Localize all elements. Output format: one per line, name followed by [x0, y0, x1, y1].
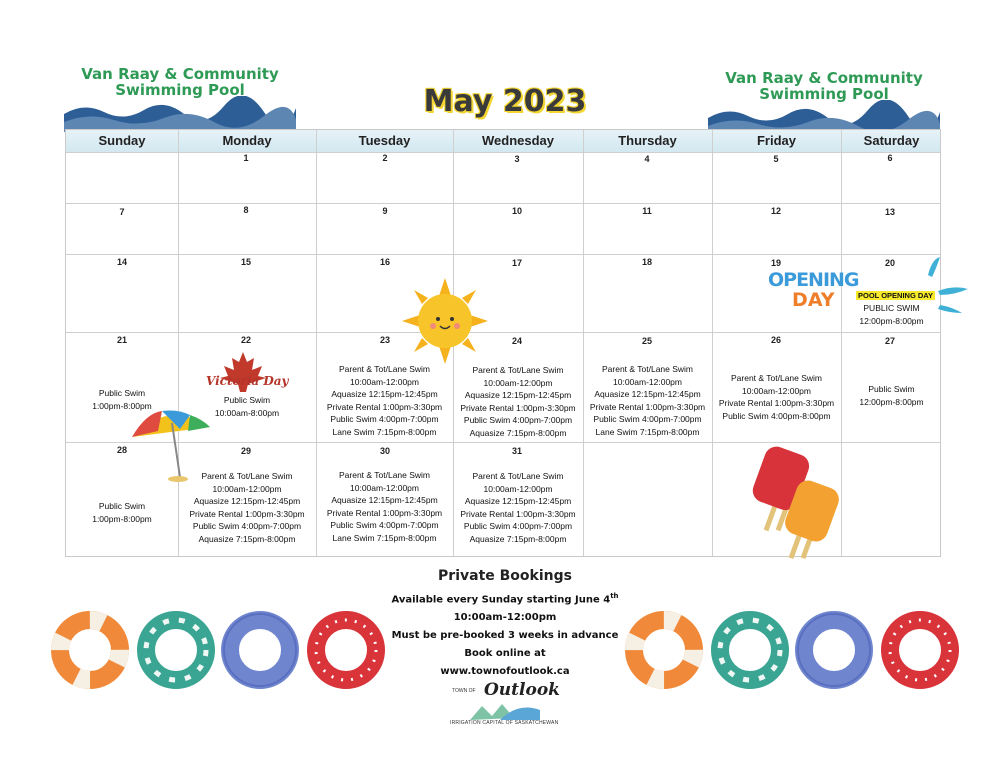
schedule-line: Lane Swim 7:15pm-8:00pm: [332, 426, 437, 437]
schedule-line: Parent & Tot/Lane Swim: [472, 471, 564, 481]
schedule-line: Public Swim 4:00pm-7:00pm: [192, 521, 302, 531]
pool-logo-name-line2: Swimming Pool: [759, 85, 889, 103]
day-number: 22: [240, 335, 251, 345]
weekday-sunday: Sunday: [98, 133, 146, 148]
swim-ring-blue-icon: [220, 610, 300, 690]
schedule-line: Parent & Tot/Lane Swim: [601, 364, 694, 374]
opening-art-line2: DAY: [792, 289, 835, 311]
schedule-line: Public Swim: [98, 501, 146, 511]
schedule-line: Parent & Tot/Lane Swim: [338, 364, 431, 374]
day-number: 26: [770, 335, 781, 345]
day-number: 10: [511, 206, 522, 216]
schedule-line: Public Swim 4:00pm-7:00pm: [463, 521, 573, 531]
schedule-line: Aquasize 12:15pm-12:45pm: [331, 495, 438, 505]
town-name: Outlook: [484, 680, 560, 700]
schedule-line: 10:00am-12:00pm: [212, 483, 282, 494]
swim-ring-blue-icon: [794, 610, 874, 690]
day-number: 23: [379, 335, 390, 345]
schedule-line: Aquasize 7:15pm-8:00pm: [198, 533, 296, 544]
schedule-line: Public Swim: [868, 384, 915, 394]
day-number: 9: [382, 206, 388, 216]
schedule-line: Aquasize 12:15pm-12:45pm: [464, 496, 572, 506]
schedule-line: 10:00am-12:00pm: [483, 483, 553, 494]
day-number: 8: [243, 205, 249, 215]
day-number: 24: [511, 336, 522, 346]
schedule-line: 10:00am-12:00pm: [483, 377, 553, 388]
bookings-website-link[interactable]: www.townofoutlook.ca: [440, 666, 570, 678]
schedule-line: Parent & Tot/Lane Swim: [338, 470, 431, 480]
weekday-tuesday: Tuesday: [358, 133, 411, 148]
day-number: 12: [770, 206, 781, 216]
schedule-line: 1:00pm-8:00pm: [92, 400, 152, 411]
victoria-day-label: Victoria Day: [206, 374, 289, 388]
schedule-day-23: [316, 363, 453, 438]
schedule-line: 1:00pm-8:00pm: [92, 513, 152, 524]
schedule-line: Public Swim 4:00pm-7:00pm: [593, 414, 702, 424]
day-number: 17: [511, 258, 522, 268]
day-number: 7: [119, 207, 125, 217]
weekday-header: [66, 130, 940, 152]
schedule-day-26: [712, 372, 841, 422]
swim-ring-orange-icon: [624, 610, 704, 690]
schedule-line: Public Swim 4:00pm-7:00pm: [463, 415, 573, 425]
day-number: 30: [379, 446, 390, 456]
swim-ring-red-icon: [306, 610, 386, 690]
day-number: 5: [773, 154, 779, 164]
schedule-line: Aquasize 12:15pm-12:45pm: [193, 496, 301, 506]
sun-icon: [400, 276, 490, 366]
bookings-line1: Available every Sunday starting June 4th: [391, 592, 619, 606]
opening-day-art: [768, 270, 859, 310]
day-number: 31: [511, 446, 522, 456]
bookings-title: Private Bookings: [438, 568, 572, 584]
schedule-line: 10:00am-12:00pm: [350, 482, 419, 493]
schedule-line: 12:00pm-8:00pm: [859, 315, 924, 326]
beach-umbrella-icon: [128, 405, 214, 483]
popsicle-icon: [750, 443, 850, 563]
weekday-saturday: Saturday: [863, 133, 920, 148]
weekday-thursday: Thursday: [618, 133, 677, 148]
schedule-day-25: [583, 363, 712, 438]
town-tagline: IRRIGATION CAPITAL OF SASKATCHEWAN: [450, 720, 559, 726]
schedule-line: 12:00pm-8:00pm: [859, 396, 924, 407]
schedule-line: Lane Swim 7:15pm-8:00pm: [595, 426, 700, 437]
pool-opening-day-badge: POOL OPENING DAY: [858, 291, 934, 300]
schedule-line: Private Rental 1:00pm-3:30pm: [718, 398, 835, 408]
day-number: 2: [382, 153, 388, 163]
day-number: 11: [642, 206, 652, 216]
month-title: May 2023: [423, 84, 587, 119]
day-number: 1: [243, 153, 249, 163]
weekday-friday: Friday: [756, 133, 796, 148]
schedule-day-30: [316, 469, 453, 544]
schedule-day-31: [453, 470, 583, 545]
schedule-day-28: [66, 500, 178, 525]
schedule-line: Private Rental 1:00pm-3:30pm: [189, 508, 305, 519]
day-number: 21: [116, 335, 127, 345]
swim-ring-orange-icon: [50, 610, 130, 690]
day-number: 20: [884, 258, 895, 268]
pool-logo-name-line1: Van Raay & Community: [725, 69, 923, 87]
pool-logo-left: [64, 62, 296, 132]
bookings-line2: 10:00am-12:00pm: [453, 612, 557, 624]
schedule-line: Aquasize 12:15pm-12:45pm: [464, 390, 572, 400]
day-number: 19: [770, 258, 781, 268]
town-of-label: TOWN OF: [452, 688, 476, 694]
swim-ring-teal-icon: [710, 610, 790, 690]
pool-logo-name-line2: Swimming Pool: [115, 81, 245, 99]
day-number: 3: [514, 154, 520, 164]
schedule-line: Public Swim 4:00pm-7:00pm: [330, 520, 439, 530]
opening-art-line1: OPENING: [768, 269, 859, 291]
schedule-line: Lane Swim 7:15pm-8:00pm: [332, 532, 437, 543]
schedule-line: 10:00am-12:00pm: [613, 376, 682, 387]
schedule-line: Private Rental 1:00pm-3:30pm: [460, 508, 576, 519]
schedule-line: 10:00am-8:00pm: [214, 407, 280, 418]
schedule-line: Public Swim: [223, 395, 271, 405]
schedule-line: Private Rental 1:00pm-3:30pm: [326, 401, 443, 412]
schedule-line: Private Rental 1:00pm-3:30pm: [326, 507, 443, 518]
day-number: 18: [641, 257, 652, 267]
day-number: 4: [644, 154, 650, 164]
schedule-line: 10:00am-12:00pm: [350, 376, 419, 387]
pool-logo-right: [708, 66, 940, 136]
private-bookings: [360, 568, 650, 681]
schedule-line: Aquasize 7:15pm-8:00pm: [469, 533, 567, 544]
weekday-wednesday: Wednesday: [481, 133, 554, 148]
schedule-line: 10:00am-12:00pm: [742, 385, 811, 396]
bookings-line4: Book online at: [464, 648, 546, 660]
landscape-icon: [470, 700, 540, 720]
schedule-line: Aquasize 7:15pm-8:00pm: [469, 427, 567, 438]
schedule-line: Aquasize 12:15pm-12:45pm: [331, 389, 438, 399]
schedule-line: Private Rental 1:00pm-3:30pm: [589, 401, 706, 412]
schedule-line: Parent & Tot/Lane Swim: [472, 365, 564, 375]
schedule-line: PUBLIC SWIM: [863, 303, 920, 313]
wave-icon: [64, 96, 296, 132]
day-number: 13: [884, 207, 895, 217]
schedule-line: Public Swim: [98, 388, 146, 398]
schedule-line: Private Rental 1:00pm-3:30pm: [460, 402, 576, 413]
schedule-line: Aquasize 12:15pm-12:45pm: [594, 389, 701, 399]
pool-logo-name-line1: Van Raay & Community: [81, 65, 279, 83]
schedule-day-27: [841, 383, 942, 408]
schedule-line: Parent & Tot/Lane Swim: [730, 373, 823, 383]
schedule-line: Parent & Tot/Lane Swim: [201, 471, 293, 481]
day-number: 28: [116, 445, 127, 455]
day-number: 29: [240, 446, 251, 456]
day-number: 15: [240, 257, 251, 267]
day-number: 6: [887, 153, 893, 163]
day-number: 27: [884, 336, 895, 346]
schedule-line: Public Swim 4:00pm-7:00pm: [330, 414, 439, 424]
schedule-day-24: [453, 364, 583, 439]
schedule-line: Public Swim 4:00pm-8:00pm: [722, 410, 831, 421]
splash-icon: [918, 255, 970, 315]
day-number: 14: [116, 257, 127, 267]
bookings-line3: Must be pre-booked 3 weeks in advance: [391, 630, 619, 642]
swim-ring-teal-icon: [136, 610, 216, 690]
town-of-outlook-logo: [450, 680, 560, 730]
day-number: 25: [641, 336, 652, 346]
weekday-monday: Monday: [222, 133, 272, 148]
swim-ring-red-icon: [880, 610, 960, 690]
day-number: 16: [379, 257, 390, 267]
